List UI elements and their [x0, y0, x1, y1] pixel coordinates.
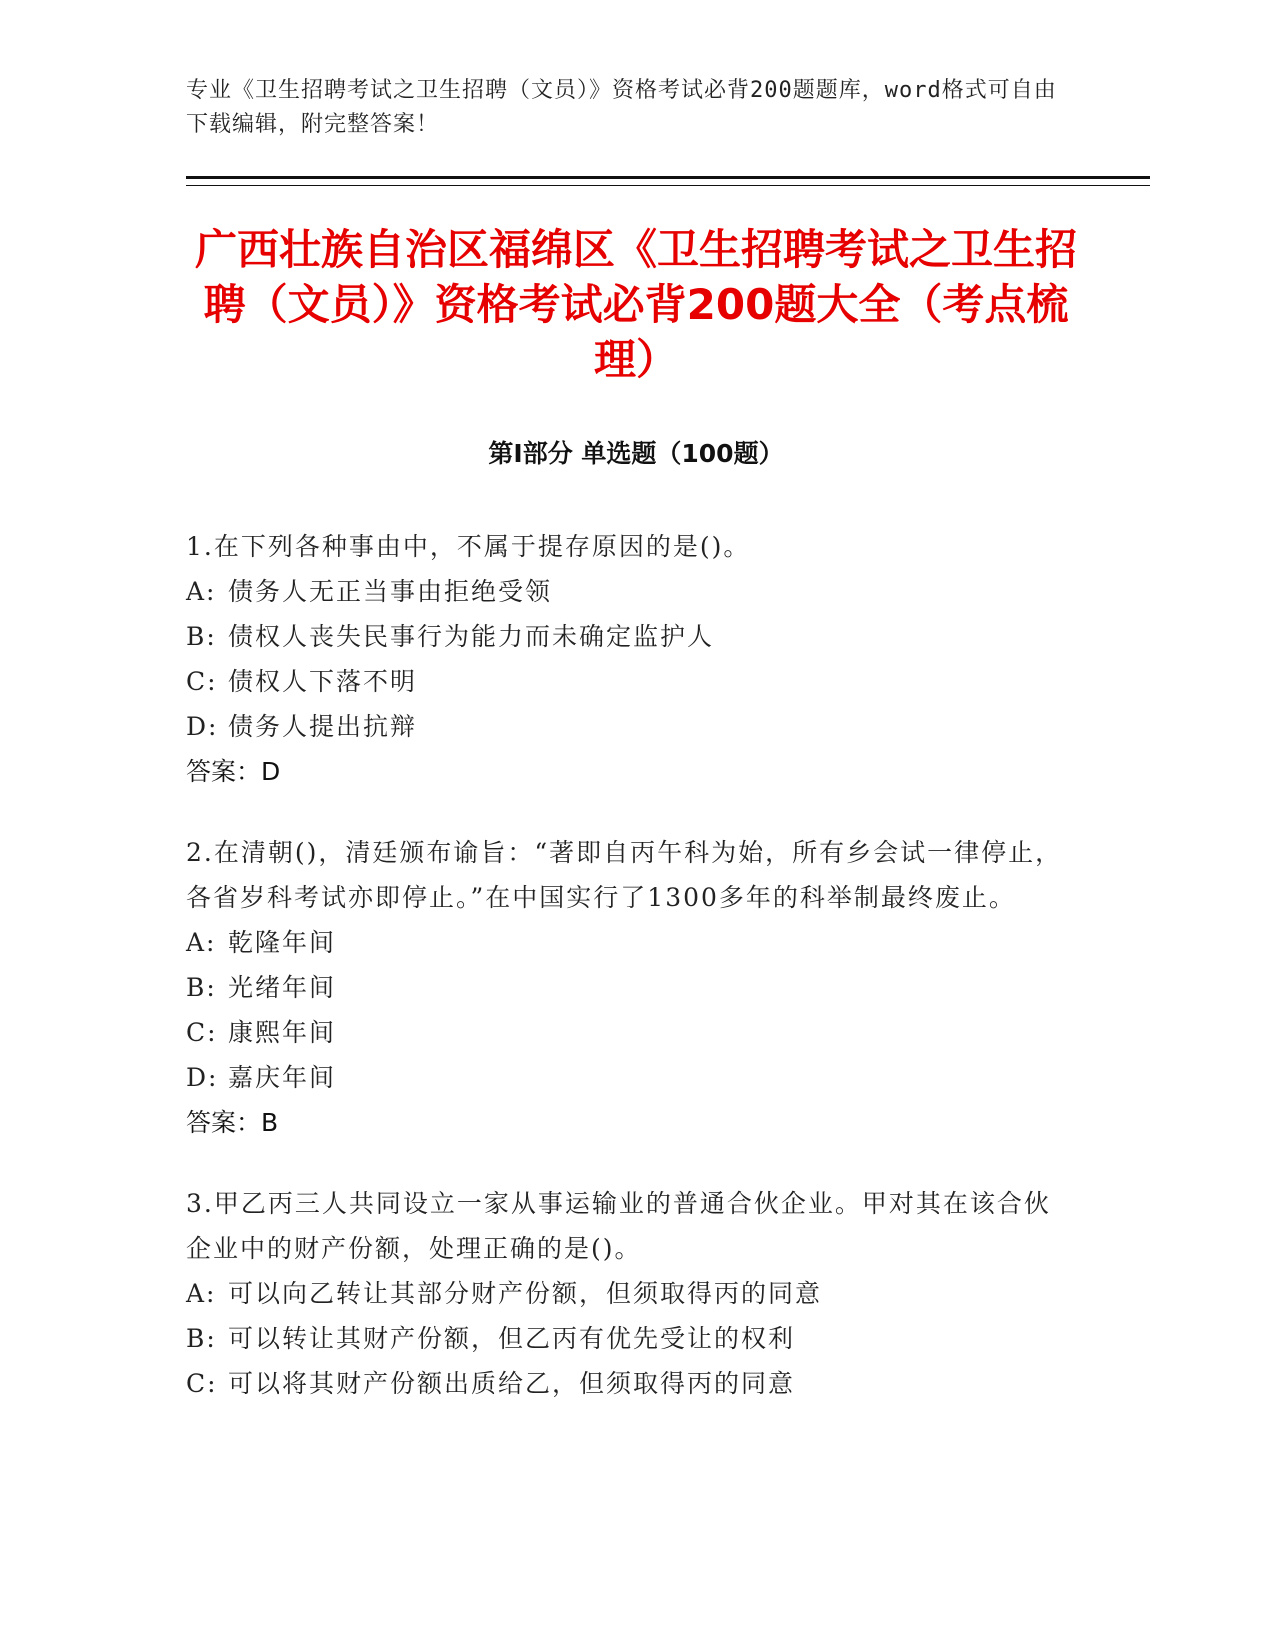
- header-rule-thick: [186, 176, 1150, 179]
- option-key: B:: [186, 973, 217, 1002]
- option-c: [186, 1010, 1076, 1055]
- question-1: [186, 524, 1076, 794]
- option-b: [186, 965, 1076, 1010]
- option-key: A:: [186, 928, 217, 957]
- option-key: C:: [186, 1369, 218, 1398]
- option-key: C:: [186, 1018, 218, 1047]
- option-text: 康熙年间: [228, 1018, 337, 1047]
- option-b: [186, 1316, 1076, 1361]
- option-text: 可以转让其财产份额，但乙丙有优先受让的权利: [228, 1324, 796, 1353]
- option-text: 债务人提出抗辩: [228, 712, 418, 741]
- answer-line: 答案：B: [186, 1108, 279, 1137]
- option-key: A:: [186, 577, 217, 606]
- option-key: B:: [186, 622, 217, 651]
- option-d: [186, 1055, 1076, 1100]
- option-key: D:: [186, 712, 219, 741]
- option-text: 债权人丧失民事行为能力而未确定监护人: [228, 622, 715, 651]
- question-stem: 2.在清朝()，清廷颁布谕旨：“著即自丙午科为始，所有乡会试一律停止，各省岁科考试亦即停止。”在中国实行了1300多年的科举制最终废止。: [186, 838, 1063, 912]
- option-text: 可以向乙转让其部分财产份额，但须取得丙的同意: [228, 1279, 823, 1308]
- question-stem: 1.在下列各种事由中，不属于提存原因的是()。: [186, 532, 751, 561]
- header-note: 专业《卫生招聘考试之卫生招聘（文员）》资格考试必背200题题库，word格式可自由下载编辑，附完整答案！: [186, 78, 1057, 137]
- question-3: [186, 1181, 1076, 1406]
- option-text: 嘉庆年间: [228, 1063, 337, 1092]
- option-key: B:: [186, 1324, 217, 1353]
- option-key: C:: [186, 667, 218, 696]
- option-a: [186, 569, 1076, 614]
- option-b: [186, 614, 1076, 659]
- header-rule-thin: [186, 185, 1150, 186]
- question-list: [186, 524, 1076, 1442]
- question-2: [186, 830, 1076, 1145]
- option-a: [186, 1271, 1076, 1316]
- document-title: 广西壮族自治区福绵区《卫生招聘考试之卫生招聘（文员）》资格考试必背200题大全（考点梳理）: [194, 225, 1077, 384]
- option-c: [186, 1361, 1076, 1406]
- section-heading: 第I部分 单选题（100题）: [488, 439, 784, 468]
- option-text: 乾隆年间: [228, 928, 337, 957]
- answer-line: 答案：D: [186, 757, 281, 786]
- option-text: 债权人下落不明: [228, 667, 418, 696]
- option-key: D:: [186, 1063, 219, 1092]
- option-a: [186, 920, 1076, 965]
- option-text: 光绪年间: [228, 973, 337, 1002]
- option-d: [186, 704, 1076, 749]
- option-text: 债务人无正当事由拒绝受领: [228, 577, 553, 606]
- option-text: 可以将其财产份额出质给乙，但须取得丙的同意: [228, 1369, 796, 1398]
- question-stem: 3.甲乙丙三人共同设立一家从事运输业的普通合伙企业。甲对其在该合伙企业中的财产份额，处理正确的是()。: [186, 1189, 1051, 1263]
- option-key: A:: [186, 1279, 217, 1308]
- option-c: [186, 659, 1076, 704]
